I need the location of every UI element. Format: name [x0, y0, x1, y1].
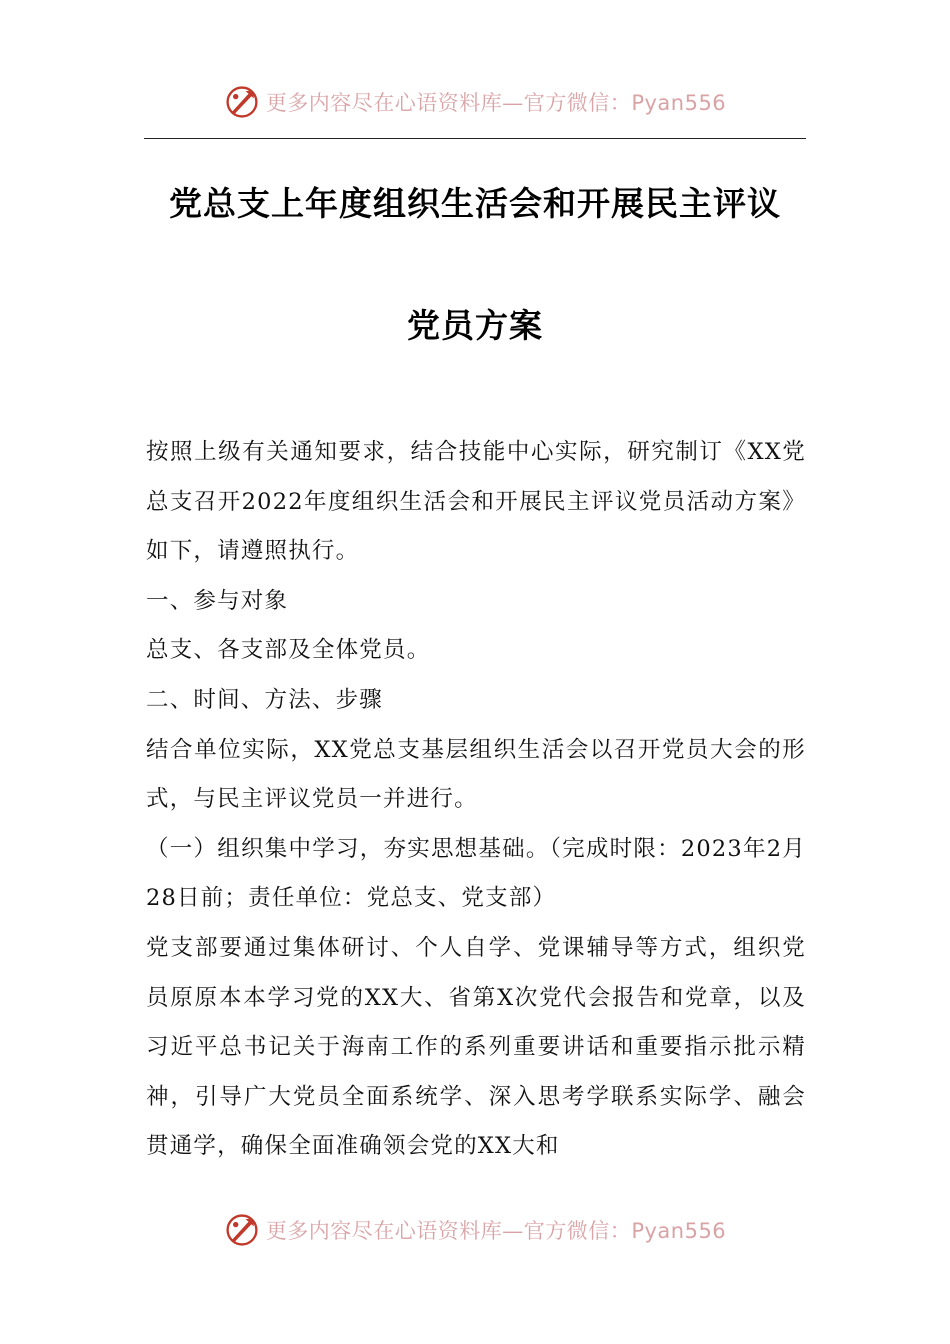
schedule-paragraph: 结合单位实际，XX党总支基层组织生活会以召开党员大会的形式，与民主评议党员一并进行。 [146, 736, 806, 813]
document-title-line-2: 党员方案 [407, 306, 543, 345]
document-body [146, 428, 806, 1172]
watermark-label: 更多内容尽在心语资料库—官方微信： [265, 1219, 632, 1243]
watermark-label: 更多内容尽在心语资料库—官方微信： [265, 91, 632, 115]
footer-watermark [0, 1210, 950, 1250]
header-rule [144, 138, 806, 139]
intro-paragraph: 按照上级有关通知要求，结合技能中心实际，研究制订《XX党总支召开2022年度组织生活会和开展民主评议党员活动方案》如下，请遵照执行。 [146, 439, 806, 565]
quill-logo-icon [224, 1212, 260, 1248]
wechat-id: Pyan556 [631, 1219, 727, 1243]
section-heading-schedule: 二、时间、方法、步骤 [146, 686, 384, 713]
wechat-id: Pyan556 [631, 91, 727, 115]
watermark-text [266, 1215, 726, 1245]
participants-paragraph: 总支、各支部及全体党员。 [146, 637, 431, 664]
study-paragraph: 党支部要通过集体研讨、个人自学、党课辅导等方式，组织党员原原本本学习党的XX大、省第X次党代会报告和党章，以及习近平总书记关于海南工作的系列重要讲话和重要指示批示精神，引导广大党员全面系统学、深入思考学联系实际学、融会贯通学，确保全面准确领会党的XX大和 [146, 934, 806, 1160]
header-watermark [0, 82, 950, 122]
watermark-text [266, 87, 726, 117]
quill-logo-icon [224, 84, 260, 120]
section-heading-participants: 一、参与对象 [146, 587, 289, 614]
subsection-heading-study: （一）组织集中学习，夯实思想基础。（完成时限：2023年2月28日前；责任单位：党总支、党支部） [146, 835, 806, 912]
document-title-line-1: 党总支上年度组织生活会和开展民主评议 [169, 184, 781, 223]
